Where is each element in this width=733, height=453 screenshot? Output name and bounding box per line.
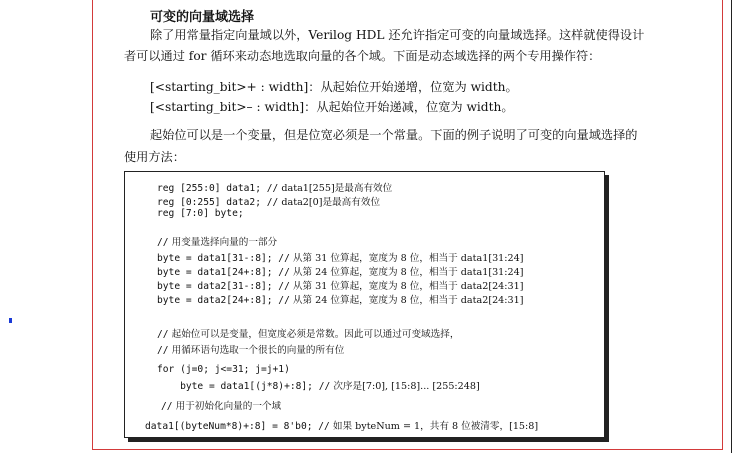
code-text: byte = data2[31-:8]; // [157, 281, 290, 292]
code-text: // [161, 401, 173, 412]
code-line [157, 250, 523, 264]
code-text: byte = data2[24+:8]; // [157, 295, 290, 306]
code-text: byte = data1[(j*8)+:8]; // [157, 381, 331, 392]
code-text: // [157, 329, 169, 340]
code-line [157, 326, 459, 340]
code-text: // [157, 345, 169, 356]
code-comment: data2[0]是最高有效位 [278, 197, 381, 208]
code-line [161, 398, 281, 412]
code-text: data1[(byteNum*8)+:8] = 8'b0; // [145, 421, 330, 432]
paragraph2-line1: 起始位可以是一个变量，但是位宽必须是一个常量。下面的例子说明了可变的向量域选择的 [150, 128, 638, 142]
code-comment: 从第 24 位算起，宽度为 8 位，相当于 data1[31:24] [289, 267, 524, 278]
code-comment: 用循环语句选取一个很长的向量的所有位 [168, 345, 345, 356]
paragraph1-line2: 者可以通过 for 循环来动态地选取向量的各个域。下面是动态域选择的两个专用操作符： [124, 49, 601, 63]
code-line [157, 378, 480, 392]
syntax-decrement: [<starting_bit>– : width]：从起始位开始递减，位宽为 width。 [150, 100, 514, 114]
code-comment: 用于初始化向量的一个域 [172, 401, 282, 412]
paragraph2-line2: 使用方法： [124, 150, 185, 164]
code-line [157, 180, 392, 194]
syntax-increment: [<starting_bit>+ : width]：从起始位开始递增，位宽为 width。 [150, 80, 518, 94]
code-comment: 起始位可以是变量，但宽度必须是常数。因此可以通过可变域选择， [168, 329, 460, 340]
code-comment: 从第 31 位算起，宽度为 8 位，相当于 data1[31:24] [289, 253, 524, 264]
code-example-box [124, 171, 605, 438]
code-line [157, 264, 523, 278]
code-text: reg [0:255] data2; // [157, 197, 279, 208]
paragraph1-line1: 除了用常量指定向量域以外，Verilog HDL 还允许指定可变的向量域选择。这样就使得设计 [150, 28, 645, 42]
code-line [157, 364, 290, 375]
code-comment: 用变量选择向量的一部分 [168, 237, 278, 248]
code-text: for (j=0; j<=31; j=j+1) [157, 364, 290, 375]
code-line [157, 292, 523, 306]
code-line [145, 418, 538, 432]
code-line [157, 208, 244, 219]
code-comment: 从第 24 位算起，宽度为 8 位，相当于 data2[24:31] [289, 295, 524, 306]
code-text: byte = data1[24+:8]; // [157, 267, 290, 278]
code-line [157, 194, 380, 208]
code-line [157, 278, 523, 292]
code-comment: 次序是[7:0], [15:8]... [255:248] [330, 381, 480, 392]
code-line [157, 234, 277, 248]
code-text: reg [7:0] byte; [157, 208, 244, 219]
section-heading: 可变的向量域选择 [150, 10, 255, 25]
code-comment: 如果 byteNum = 1，共有 8 位被清零，[15:8] [329, 421, 539, 432]
code-text: byte = data1[31-:8]; // [157, 253, 290, 264]
code-comment: 从第 31 位算起，宽度为 8 位，相当于 data2[24:31] [289, 281, 524, 292]
right-edge-rule [731, 0, 732, 453]
code-comment: data1[255]是最高有效位 [278, 183, 393, 194]
code-line [157, 342, 344, 356]
code-text: reg [255:0] data1; // [157, 183, 279, 194]
margin-mark [9, 318, 12, 323]
code-text: // [157, 237, 169, 248]
